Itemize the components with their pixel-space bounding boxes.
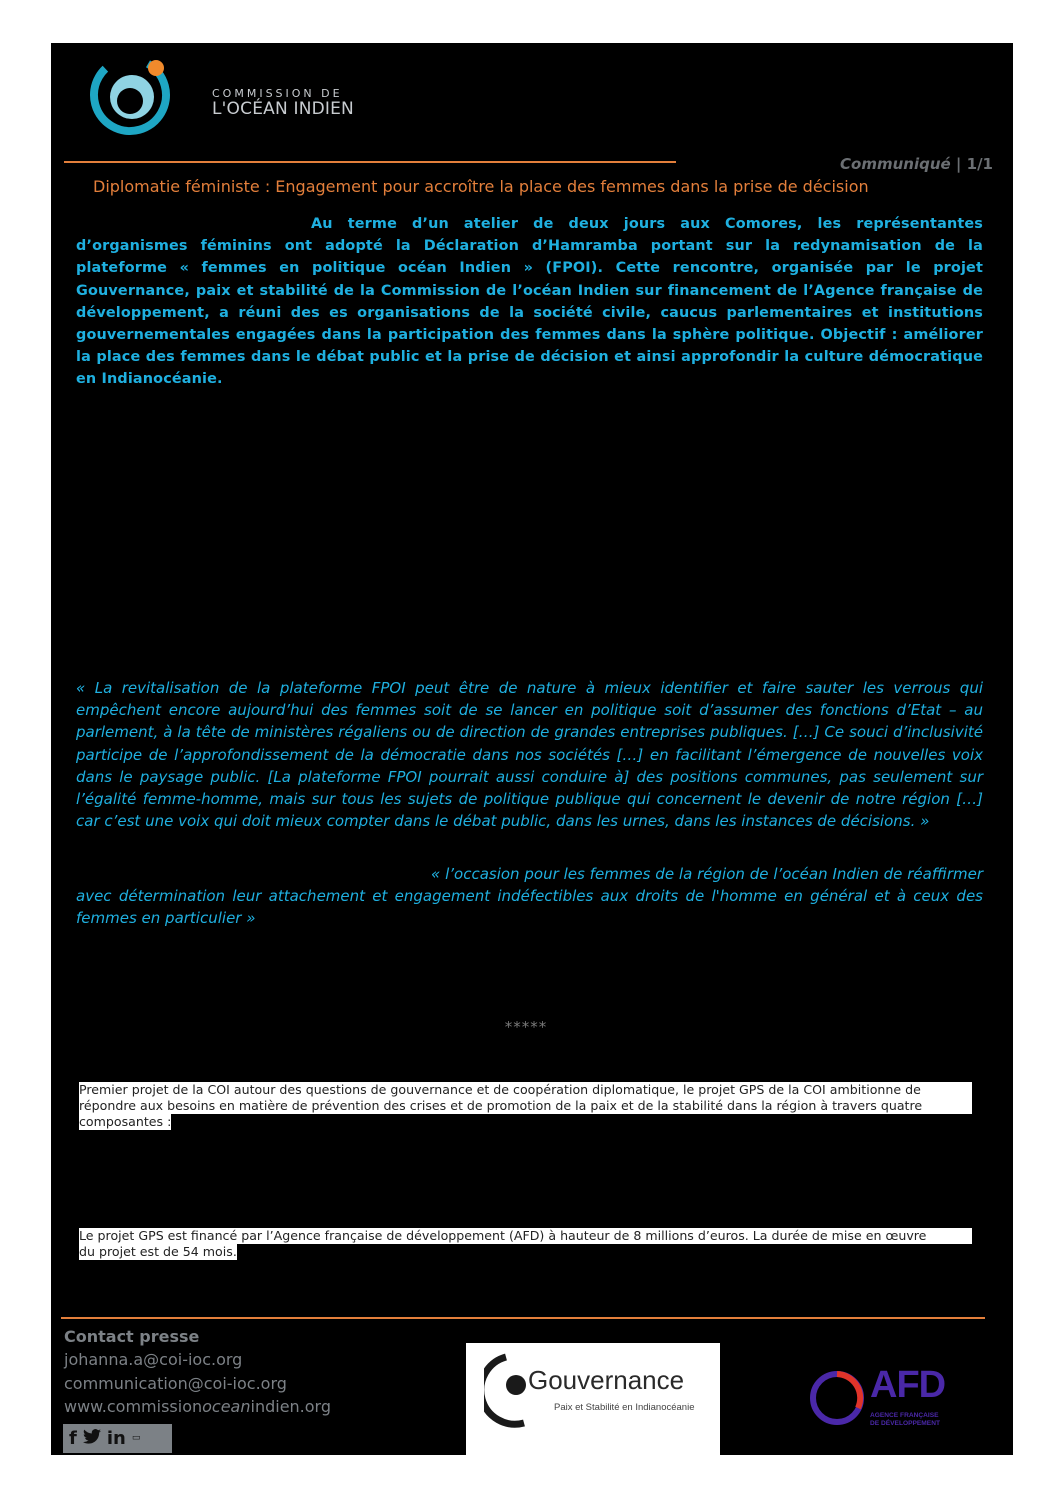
doc-type-separator: | <box>955 155 962 173</box>
coi-logo-icon <box>86 51 196 137</box>
website-prefix: www.commission <box>64 1397 203 1416</box>
afd-subtitle-line1: AGENCE FRANÇAISE <box>870 1412 939 1419</box>
section-separator: ***** <box>504 1018 548 1036</box>
website-italic: ocean <box>202 1397 251 1416</box>
facebook-icon[interactable]: f <box>69 1428 77 1449</box>
about-paragraph-2: Le projet GPS est financé par l’Agence française de développement (AFD) à hauteur de 8 millions d’euros. La durée de mise en œuvre <box>79 1228 972 1244</box>
afd-logo-icon <box>808 1368 868 1428</box>
contact-website[interactable] <box>64 1395 331 1419</box>
contact-title: Contact presse <box>64 1327 200 1346</box>
footer-divider <box>61 1317 985 1319</box>
lead-text: Au terme d’un atelier de deux jours aux Comores, les représentantes d’organismes féminins ont adopté la Déclaration d’Hamramba portant sur la redynamisation de la plateforme « femmes en politique océan Indien » (FPOI). Cette rencontre, organisée par le projet Gouvernance, paix et stabilité de la Commission de l’océan Indien sur financement de l’Agence française de développement, a réuni des es organisations de la société civile, caucus parlementaires et institutions gouvernementales engagées dans la participation des femmes dans la sphère politique. Objectif : améliorer la place des femmes dans le débat public et la prise de décision et ainsi approfondir la culture démocratique en Indianocéanie. <box>76 216 983 388</box>
linkedin-icon[interactable]: in <box>106 1428 126 1449</box>
document-page <box>51 43 1013 1455</box>
doc-type: Communiqué <box>840 155 951 173</box>
coi-logo <box>86 51 356 131</box>
afd-subtitle-line2: DE DÉVELOPPEMENT <box>870 1420 940 1427</box>
afd-logo <box>808 1364 968 1438</box>
about-paragraph-1-end: composantes : <box>79 1114 172 1129</box>
afd-title: AFD <box>870 1364 946 1406</box>
quote-2 <box>76 863 983 930</box>
social-links <box>63 1424 172 1453</box>
logo-line2: L'OCÉAN INDIEN <box>212 99 354 119</box>
headline: Diplomatie féministe : Engagement pour accroître la place des femmes dans la prise de décision <box>93 177 869 196</box>
gouvernance-subtitle: Paix et Stabilité en Indianocéanie <box>554 1402 695 1413</box>
youtube-icon[interactable]: ▭ <box>131 1433 141 1443</box>
page-count: 1/1 <box>966 155 993 173</box>
contact-email-1[interactable]: johanna.a@coi-ioc.org <box>64 1350 243 1369</box>
lead-paragraph <box>76 213 983 391</box>
gouvernance-logo <box>466 1343 720 1455</box>
header-divider <box>64 161 676 163</box>
logo-line1: COMMISSION DE <box>212 87 343 100</box>
doc-type-label <box>840 155 993 173</box>
twitter-icon[interactable] <box>83 1424 101 1453</box>
afd-subtitle <box>870 1412 940 1428</box>
quote-2-text: « l’occasion pour les femmes de la région de l’océan Indien de réaffirmer avec détermination leur attachement et engagement indéfectibles aux droits de l'homme en général et à ceux des femmes en particulier » <box>76 865 983 928</box>
about-paragraph-2-end: du projet est de 54 mois. <box>79 1244 237 1259</box>
quote-1: « La revitalisation de la plateforme FPOI peut être de nature à mieux identifier et faire sauter les verrous qui empêchent encore aujourd’hui des femmes soit de se lancer en politique soit d’assumer des fonctions d’Etat – au parlement, à la tête de ministères régaliens ou de direction de grandes entreprises publiques. […] Ce souci d’inclusivité participe de l’approfondissement de la démocratie dans nos sociétés […] en facilitant l’émergence de nouvelles voix dans le paysage public. [La plateforme FPOI pourrait aussi conduire à] des positions communes, pas seulement sur l’égalité femme-homme, mais sur tous les sujets de politique publique qui concernent le devenir de notre région […] car c’est une voix qui doit mieux compter dans le débat public, dans les urnes, dans les instances de décisions. » <box>76 679 983 831</box>
contact-email-2[interactable]: communication@coi-ioc.org <box>64 1373 287 1393</box>
gouvernance-title: Gouvernance <box>528 1365 685 1395</box>
website-suffix: indien.org <box>250 1397 331 1416</box>
about-paragraph-1: Premier projet de la COI autour des questions de gouvernance et de coopération diplomatique, le projet GPS de la COI ambitionne de répondre aux besoins en matière de prévention des crises et de promotion de la paix et de la stabilité dans la région à travers quatre <box>79 1082 972 1114</box>
press-contact <box>64 1326 331 1419</box>
